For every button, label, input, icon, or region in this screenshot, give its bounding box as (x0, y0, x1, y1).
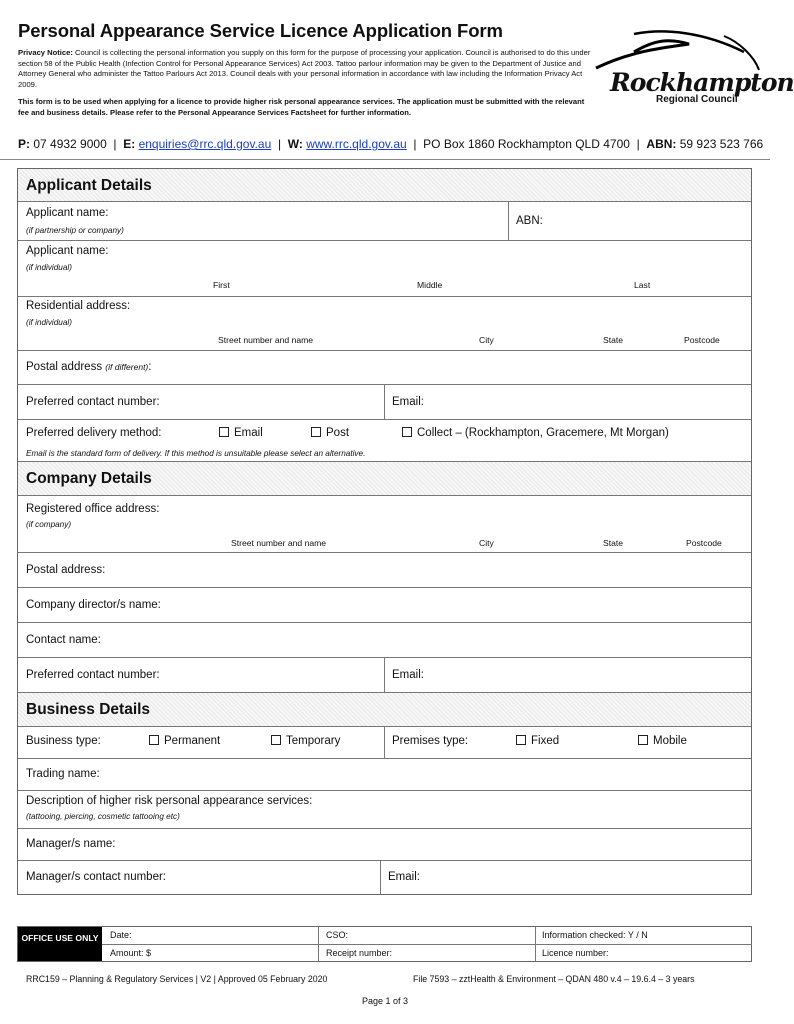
section-title: Applicant Details (26, 177, 152, 194)
abn-field-label: ABN: (516, 215, 543, 227)
field-hint: (tattooing, piercing, cosmetic tattooing etc) (26, 812, 180, 821)
option-label: Permanent (164, 735, 221, 747)
abn-value: 59 923 523 766 (679, 137, 764, 151)
option-label: Collect – (Rockhampton, Gracemere, Mt Morgan) (417, 427, 669, 439)
divider (384, 658, 385, 693)
manager-contact-row (18, 861, 751, 895)
field-hint: (if company) (26, 520, 72, 529)
office-cso: CSO: (326, 930, 349, 940)
checkbox-icon (271, 735, 281, 745)
application-form (17, 168, 752, 895)
email-field-label[interactable]: Email: (392, 396, 424, 408)
middle-name-caption: Middle (417, 280, 443, 290)
contact-line (18, 137, 763, 151)
field-label: Registered office address: (26, 503, 160, 515)
divider (318, 927, 319, 961)
office-use-label: OFFICE USE ONLY (18, 927, 102, 961)
divider (508, 202, 509, 241)
delivery-note: Email is the standard form of delivery. If this method is unsuitable please select an alternative. (26, 449, 366, 458)
manager-contact-label[interactable]: Manager/s contact number: (26, 871, 166, 883)
abn-label: ABN: (646, 137, 677, 151)
delivery-post-checkbox[interactable] (311, 427, 349, 439)
council-logo (594, 30, 794, 110)
company-details-header (18, 462, 751, 496)
checkbox-icon (311, 427, 321, 437)
phone-label: P: (18, 137, 30, 151)
field-label: Manager/s name: (26, 838, 116, 850)
city-caption: City (479, 335, 494, 345)
state-caption: State (603, 335, 624, 345)
business-details-header (18, 693, 751, 727)
email-field-label[interactable]: Email: (388, 871, 420, 883)
registered-office-address-field[interactable] (18, 496, 751, 553)
premises-type-label: Premises type: (392, 735, 469, 747)
email-field-label[interactable]: Email: (392, 669, 424, 681)
divider (102, 944, 752, 945)
checkbox-icon (219, 427, 229, 437)
office-date: Date: (110, 930, 132, 940)
business-type-row (18, 727, 751, 759)
email-label: E: (123, 137, 136, 151)
form-purpose-notice: This form is to be used when applying for a licence to provide higher risk personal appearance services. The application must be submitted with the relevant fee and business details. Please refer to the Personal Appearance Services Factsheet for further information. (18, 97, 585, 117)
applicant-postal-address-field[interactable] (18, 351, 751, 385)
field-label: Company director/s name: (26, 599, 161, 611)
mobile-checkbox[interactable] (638, 735, 687, 747)
contact-number-label[interactable]: Preferred contact number: (26, 669, 160, 681)
street-caption: Street number and name (218, 335, 314, 345)
option-label: Fixed (531, 735, 560, 747)
field-label (26, 361, 151, 373)
last-name-caption: Last (634, 280, 651, 290)
field-hint: (if individual) (26, 318, 72, 327)
po-box: PO Box 1860 Rockhampton QLD 4700 (423, 137, 630, 151)
residential-address-field[interactable] (18, 297, 751, 351)
street-caption: Street number and name (231, 538, 327, 548)
office-receipt-number: Receipt number: (326, 948, 393, 958)
separator: | (413, 137, 417, 151)
website-link[interactable]: www.rrc.qld.gov.au (306, 137, 407, 151)
applicant-details-header (18, 169, 751, 202)
trading-name-field[interactable] (18, 759, 751, 791)
divider (535, 927, 536, 961)
services-description-field[interactable] (18, 791, 751, 829)
delivery-method-label: Preferred delivery method: (26, 427, 162, 439)
divider (384, 727, 385, 759)
footer-left: RRC159 – Planning & Regulatory Services | V2 | Approved 05 February 2020 (26, 974, 328, 984)
field-label: Applicant name: (26, 245, 109, 257)
divider (380, 861, 381, 895)
separator: | (636, 137, 640, 151)
page-number: Page 1 of 3 (361, 996, 409, 1006)
company-postal-address-field[interactable] (18, 553, 751, 588)
divider (384, 385, 385, 420)
state-caption: State (603, 538, 624, 548)
option-label: Post (326, 427, 350, 439)
field-hint: (if individual) (26, 263, 72, 272)
manager-name-field[interactable] (18, 829, 751, 861)
phone-number: 07 4932 9000 (33, 137, 107, 151)
delivery-method-row (18, 420, 751, 462)
email-link[interactable]: enquiries@rrc.qld.gov.au (138, 137, 272, 151)
separator: | (277, 137, 282, 151)
privacy-notice (18, 48, 598, 90)
office-amount: Amount: $ (110, 948, 152, 958)
section-title: Company Details (26, 470, 152, 487)
office-licence-number: Licence number: (542, 948, 609, 958)
delivery-collect-checkbox[interactable] (402, 427, 669, 439)
separator: | (113, 137, 117, 151)
web-label: W: (287, 137, 303, 151)
option-label: Temporary (286, 735, 341, 747)
company-contact-name-field[interactable] (18, 623, 751, 658)
field-label: Residential address: (26, 300, 131, 312)
applicant-individual-name-field[interactable] (18, 241, 751, 297)
colon: : (148, 361, 152, 373)
field-label: Applicant name: (26, 207, 109, 219)
checkbox-icon (149, 735, 159, 745)
field-hint: (if different) (105, 362, 149, 372)
section-title: Business Details (26, 701, 151, 718)
postcode-caption: Postcode (684, 335, 720, 345)
checkbox-icon (516, 735, 526, 745)
footer-right: File 7593 – zztHealth & Environment – QDAN 480 v.4 – 19.6.4 – 3 years (413, 974, 695, 984)
header-divider (0, 159, 770, 160)
logo-subtitle: Regional Council (656, 94, 738, 105)
fixed-checkbox[interactable] (516, 735, 559, 747)
form-title: Personal Appearance Service Licence Application Form (18, 20, 503, 41)
applicant-contact-row (18, 385, 751, 420)
postal-label-text: Postal address (26, 361, 103, 373)
privacy-notice-text: Council is collecting the personal information you supply on this form for the purpose of processing your application. Council is authorised to do this under section 58 of the Public Health (Infection Control for Personal Appearance Services) Act 2003. Tattoo parlour information may be given to the Department of Justice and Attorney General who administer the Tattoo Parlours Act 2013. Council deals with your personal information in accordance with law including the Information Privacy Act 2009. (18, 48, 591, 89)
field-label: Contact name: (26, 634, 101, 646)
option-label: Email (234, 427, 263, 439)
field-label: Postal address: (26, 564, 106, 576)
field-label: Trading name: (26, 768, 100, 780)
permanent-checkbox[interactable] (149, 735, 220, 747)
city-caption: City (479, 538, 494, 548)
office-use-table (17, 926, 752, 962)
checkbox-icon (402, 427, 412, 437)
temporary-checkbox[interactable] (271, 735, 340, 747)
first-name-caption: First (213, 280, 230, 290)
delivery-email-checkbox[interactable] (219, 427, 263, 439)
applicant-company-name-field[interactable] (18, 202, 751, 241)
checkbox-icon (638, 735, 648, 745)
field-hint: (if partnership or company) (26, 226, 124, 235)
company-contact-row (18, 658, 751, 693)
business-type-label: Business type: (26, 735, 101, 747)
privacy-notice-label: Privacy Notice: (18, 48, 73, 57)
logo-wordmark: Rockhampton (610, 68, 794, 97)
postcode-caption: Postcode (686, 538, 722, 548)
office-info-checked: Information checked: Y / N (542, 930, 648, 940)
field-label: Description of higher risk personal appearance services: (26, 795, 313, 807)
contact-number-label[interactable]: Preferred contact number: (26, 396, 160, 408)
company-directors-field[interactable] (18, 588, 751, 623)
option-label: Mobile (653, 735, 687, 747)
